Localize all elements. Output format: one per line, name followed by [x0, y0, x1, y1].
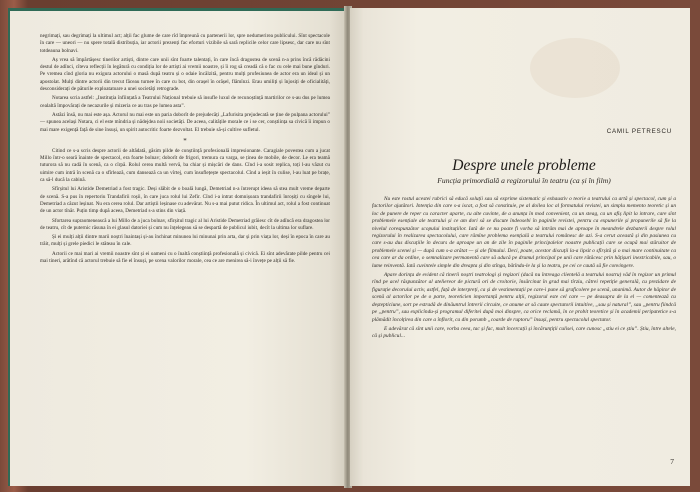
- author-header: CAMIL PETRESCU: [606, 128, 672, 135]
- paragraph: Citind ce s-a scris despre actorii de altădată, găsim pilde de conștiință profesională impresionante. Caragiale povestea cum a jucat Millo într-o seară înainte de spectacol, era foarte bolnav; doborît de frigori, tremura ca varga, se ținea de mobile, de decor. Le era teamă tuturora să nu cadă în scenă, ca o cîrpă. Rolul cerea multă vervă, ba chiar și mișcări de dans. Cînd i-a sosit replica, toți l-au văzut cu uimire cum intră în scenă ca o sfîrlează, cum dansează ca un vîrtej, cum însuflețește spectacolul. Cînd a ieșit în culise, l-au luat pe brațe, ca să-l ducă la cabină.: [40, 147, 330, 184]
- paragraph: Aș vrea să împărtășesc tinerilor artiști, dintre care unii sînt foarte talentați, în care încă dragostea de scenă n-a prins încă rădăcini destul de adînci, cîteva reflecții în legătură cu condiția lor de artiști ai vremii noastre, și îi rog să creadă că o fac cu cele mai bune gînduri. Pe vremea cînd gloria nu exigura actorului o masă după teatru și o odaie încălzită, pentru mulți profesiunea de actor era un ideal și un apostolat. Mulți dintre actorii din trecut făceau turnee în care cu bot, din orașel în orășel, flămînzi. Erau umiliți și înjosiți de oficialități, desconsiderați de păturile exploatatoare a unei societăți retrograde.: [40, 56, 330, 93]
- paragraph: negrimați, sau degrimați la ultimul act; alții fac glume de care rîd împreună cu partenerii lor, spre nedumerirea publicului. Sînt spectacole în care — uneori — nu spere totală distribuția, iar actorii prezenți fac eforturi vizibile să sară replicile celor care lipsesc, dar care nu sînt totdeauna bolnavi.: [40, 33, 330, 54]
- section-separator: *: [183, 136, 187, 145]
- paragraph: Și ei mulți alții dintre marii noștri înaintași și-au închinat minunea lui minunai prin arta, dar și prin viața lor, deși în epoca în care au trăit, mulți și grele piedici le stăteau în cale.: [40, 234, 330, 248]
- paragraph: Astăzi însă, nu mai este așa. Actorul nu mai este un paria doborît de prejudecăți „Lafurisita prejudecată se ține de pulpana actorului” — spunea același Notara, ci el este mîndria și nădejdea noii societăți. De aceea, calitățile morale ce i se cer, conștiința sa civică îi impun o mai mare exigență față de sine însuși, un spirit autocritic foarte dezvoltat. El trebuie să-și cultive sufletul.: [40, 111, 330, 133]
- article-subtitle: Funcția primordială a regizorului în teatru (ca și în film): [437, 176, 611, 185]
- paragraph: Sfîrșitul lui Aristide Demetriad a fost tragic. Deși slăbit de o boală lungă, Demetriad n-a întrerupt ideea să stea mult vreme departe de scenă. S-a pus în repertoriu Trandafirii roșii, în care juca rolul lui Zefir. Cînd i-a intrat domnișoara trandafirii înroșiți cu sîngele lui, Demetriad a căzut leșinat. Nu era cerea rolul. Dar artiștii leșinase cu adevărat. Nu s-a mai putut ridica. În ultimul act, rolul a fost continuat de un actor tînăr. Puțin timp după aceea, Demetriad s-a stins din viață.: [40, 186, 330, 215]
- right-page: [350, 8, 690, 486]
- paragraph: Apare dorința de evident că tinerii noștri teatrologi și regizori (dacă nu întreaga clientelă a teatrului nostru) văd în regizor un primul rînd pe acel răspunzător al ateliereor de pictură ori de croitorie, însărcinat în grad mai tîrziu, cătrei repetiție generală, cu prezidare de figurație decorului activ, astfel, față de interpreți, ca și de vestimentații pe care-i pune să graficolere pe scenă, unanimă. Autor de hăpitor de scenă al actorilor pe de o parte, teoreticien importanță pentru alții, regizorul este cel care — pe deasupra de la el — comentează cu deștepticiune, sort pe estradă de dinăuntrul întrerii circuite, ce anume ar să caute spectatorii intuitive, „sau și natural”, sau „pentru fiindcă pe „pentru”, sau explicîndu-și programul diferitei după moi dinspre, ca orice reclamă, în ce probit teoretice și în academii peripatetice s-a plămădit încolțirea din care a înflorit, ca din porumb „coarde de ruptoru” însuși, pentru spectacolul spectator.: [372, 272, 676, 323]
- paragraph: Notarea scria astfel: „Instituția înființată a Teatrului Național trebuie să insufle luxul de recunoștință martirilor ce s-au dus pe lumea cealaltă împovărați de necazurile și mizeria ce au tras pe lumea asta”.: [40, 95, 330, 109]
- page-number: 7: [670, 457, 674, 466]
- paragraph: E adevărat că sînt unii care, vorba ceea, tac și fac, mult încercații și încărunțiții culisei, care cunosc „stiu ei ce știu”. Știu, între altele, că și publicul...: [372, 325, 676, 340]
- article-title: Despre unele probleme: [452, 157, 596, 174]
- paragraph: Actorii ce mai mari ai vremii noastre sînt și ei oameni cu o înaltă conștiință profesională și civică. Ei sînt adevărate pilde pentru cei mai tineri, arătînd că actorul trebuie să fie el însuși, pe scena valorilor morale, cea ce are menirea să-i învețe pe alții să fie.: [40, 250, 330, 265]
- paragraph: Nu este rostul acestei rubrici să educă soluții sau să exprime sistematic și exhaustiv o teorie a teatrului ca artă și spectacol, cum și a factorilor ajutători. Intenția din care s-a iscat, a fost să constituie, pe al doilea loc al formatului revistei, un simplu memento teoretic și un loc de punere de reper cu caracter aparte, cu alte cuvinte, de a anunța în mod convenient, ca un steag, ca un afiș lipit la intrare, care sînt problemele esențiale ale teatrului și ce am dori să se discute îndeosebi în paginile revistei, pentru ca expunerile și propunerile să fie la nivelul corespunzător scopului instituțiilor. Iată de ce nu poate fi vorba să intrăm mai de aproape în meandrele dezbaterii despre rolul regizorului în realizarea spectacolului, care rămîne problema esențială a teatrului românesc de azi. S-a cerut această și din pasiunea cu care s-au dus discuțiile în decurs de aproape un an de zile în paginile principalelor noastre publicații care se ocupă mai stăruitor de problemele scenei și — după cum s-a arătat — și ale filmului. Deci, poate, acestor discuții la-a lipsit o sfîrșită și o mai mare continuitate ca cea care ar da ordine, o semnalizare permanentă care să aducă pe drumul principal pe unii care rătăcesc prin hățișuri inextricabile, sau, o lume reinventă. Iată cuvintele simple din dreapta și din stînga, bătîndu-le la și la teatru, pe cei ce caută să fie convingere.: [372, 196, 676, 269]
- paragraph: Sfortarea supraomenească a lui Millo de a juca bolnav, sfîrșitul tragic al lui Aristide Demetriad grăiesc cît de adîncă era dragostea lor de teatru, cît de puternic răsuna în ei glasul datoriei și cum nu înțelegeau să se despartă de publicul iubit, decît la ultima lor suflare.: [40, 217, 330, 231]
- left-page: [8, 8, 346, 486]
- paper-stain: [530, 38, 620, 98]
